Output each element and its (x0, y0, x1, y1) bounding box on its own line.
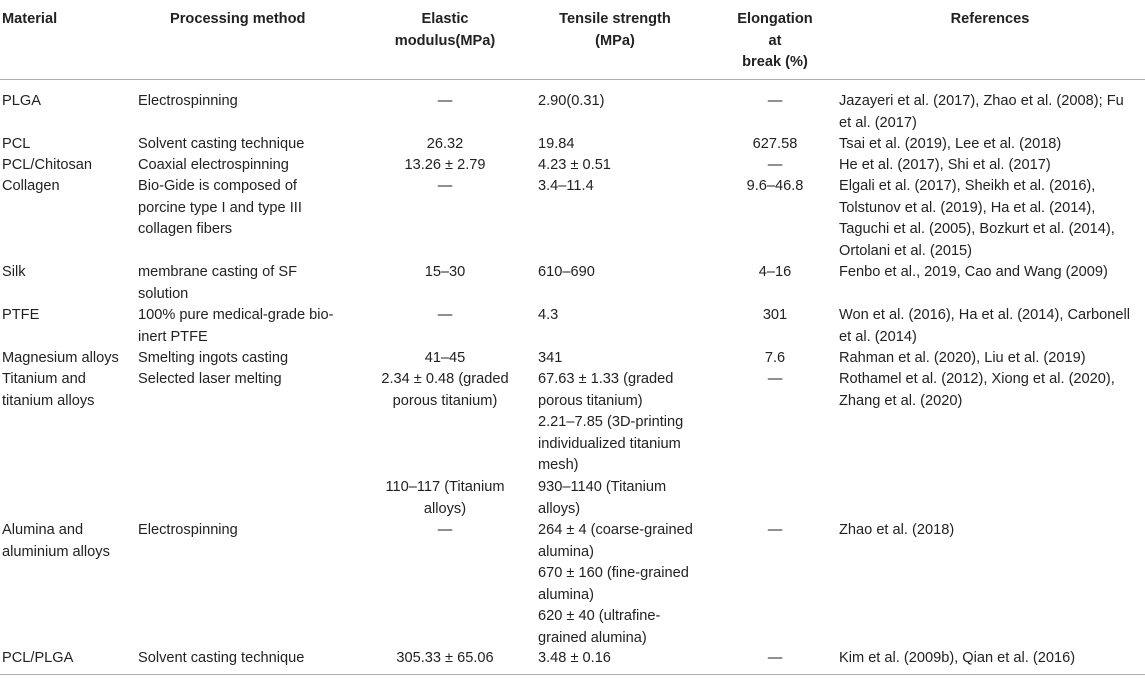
cell-material: Magnesium alloys (2, 350, 119, 366)
cell-tensile-strength: 19.84 (538, 136, 575, 152)
cell-processing-method: Smelting ingots casting (138, 350, 289, 366)
header-tensile-strength: Tensile strength (MPa) (559, 11, 671, 49)
header-elongation: Elongation at break (%) (737, 11, 813, 71)
cell-elastic-modulus: — (437, 93, 453, 109)
cell-processing-method: Solvent casting technique (138, 650, 305, 666)
cell-references: Tsai et al. (2019), Lee et al. (2018) (839, 136, 1062, 152)
cell-processing-method: membrane casting of SF solution (138, 264, 297, 302)
cell-tensile-strength: 67.63 ± 1.33 (graded porous titanium) 2.21–7.85 (3D-printing individualized titanium mesh) (538, 371, 684, 474)
cell-elongation: — (767, 157, 783, 173)
cell-tensile-strength: 2.90(0.31) (538, 93, 605, 109)
cell-tensile-strength: 341 (538, 350, 563, 366)
cell-material: PCL (2, 136, 31, 152)
cell-references: He et al. (2017), Shi et al. (2017) (839, 157, 1051, 173)
cell-elongation: — (767, 522, 783, 538)
cell-elastic-modulus: 41–45 (424, 350, 466, 366)
cell-tensile-strength: 4.23 ± 0.51 (538, 157, 611, 173)
cell-elastic-modulus: — (437, 522, 453, 538)
cell-material: Collagen (2, 178, 60, 194)
cell-tensile-strength: 610–690 (538, 264, 595, 280)
header-elastic-modulus: Elastic modulus(MPa) (394, 11, 496, 49)
cell-material: PTFE (2, 307, 40, 323)
cell-elastic-modulus: — (437, 178, 453, 194)
cell-references: Zhao et al. (2018) (839, 522, 955, 538)
cell-references: Kim et al. (2009b), Qian et al. (2016) (839, 650, 1076, 666)
cell-tensile-strength: 4.3 (538, 307, 559, 323)
header-processing-method: Processing method (170, 11, 306, 27)
cell-references: Rahman et al. (2020), Liu et al. (2019) (839, 350, 1086, 366)
cell-references: Rothamel et al. (2012), Xiong et al. (2020), Zhang et al. (2020) (839, 371, 1115, 409)
cell-elongation: 627.58 (752, 136, 798, 152)
cell-references: Won et al. (2016), Ha et al. (2014), Carbonell et al. (2014) (839, 307, 1130, 345)
header-material: Material (2, 11, 58, 27)
cell-material: PCL/Chitosan (2, 157, 93, 173)
cell-references: Fenbo et al., 2019, Cao and Wang (2009) (839, 264, 1108, 280)
cell-references: Elgali et al. (2017), Sheikh et al. (2016), Tolstunov et al. (2019), Ha et al. (2014), Taguchi et al. (2005), Bozkurt et al. (2014), Ortolani et al. (2015) (839, 178, 1115, 259)
cell-processing-method: Electrospinning (138, 522, 238, 538)
cell-processing-method: Selected laser melting (138, 371, 282, 387)
cell-elongation: 4–16 (758, 264, 792, 280)
cell-elastic-modulus: 26.32 (426, 136, 464, 152)
cell-elastic-modulus: 15–30 (424, 264, 466, 280)
cell-elongation: — (767, 371, 783, 387)
cell-processing-method: Bio-Gide is composed of porcine type I and type III collagen fibers (138, 178, 302, 238)
cell-processing-method: Coaxial electrospinning (138, 157, 289, 173)
cell-processing-method: Electrospinning (138, 93, 238, 109)
cell-elongation: — (767, 93, 783, 109)
cell-elastic-modulus: 13.26 ± 2.79 (404, 157, 486, 173)
cell-elastic-modulus: 2.34 ± 0.48 (graded porous titanium) (381, 371, 509, 409)
cell-tensile-strength: 3.4–11.4 (538, 178, 594, 194)
cell-elongation: 301 (762, 307, 788, 323)
cell-tensile-strength: 264 ± 4 (coarse-grained alumina) 670 ± 160 (fine-grained alumina) 620 ± 40 (ultrafine- grained alumina) (538, 522, 693, 646)
cell-material: PLGA (2, 93, 41, 109)
table-bottom-rule (0, 674, 1145, 675)
cell-material: Silk (2, 264, 26, 280)
cell-elongation: 7.6 (764, 350, 786, 366)
cell-elastic-modulus: 110–117 (Titanium alloys) (385, 479, 505, 517)
table-header-rule (0, 79, 1145, 80)
cell-processing-method: Solvent casting technique (138, 136, 305, 152)
cell-processing-method: 100% pure medical-grade bio- inert PTFE (138, 307, 334, 345)
cell-material: Titanium and titanium alloys (2, 371, 95, 409)
cell-material: Alumina and aluminium alloys (2, 522, 110, 560)
cell-references: Jazayeri et al. (2017), Zhao et al. (2008); Fu et al. (2017) (839, 93, 1124, 131)
cell-tensile-strength: 930–1140 (Titanium alloys) (538, 479, 667, 517)
header-references: References (950, 11, 1030, 27)
cell-material: PCL/PLGA (2, 650, 74, 666)
cell-tensile-strength: 3.48 ± 0.16 (538, 650, 611, 666)
cell-elongation: — (767, 650, 783, 666)
cell-elastic-modulus: — (437, 307, 453, 323)
cell-elastic-modulus: 305.33 ± 65.06 (396, 650, 494, 666)
cell-elongation: 9.6–46.8 (746, 178, 804, 194)
